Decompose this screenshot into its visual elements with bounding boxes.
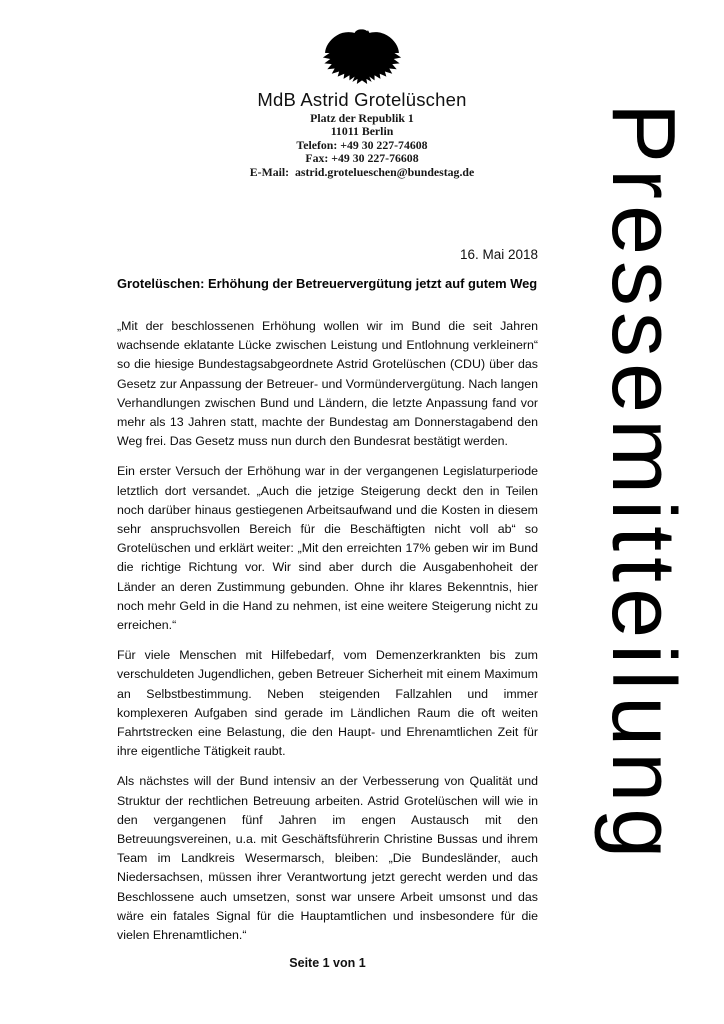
phone-line: Telefon: +49 30 227-74608 xyxy=(296,137,428,152)
body-paragraph-1: „Mit der beschlossenen Erhöhung wollen wir im Bund die seit Jahren wachsende eklatante Lücke zwischen Leistung und Entlohnung verkleinern“ so die hiesige Bundestagsabgeordnete Astrid Grotelüschen (CDU) über das Gesetz zur Anpassung der Betreuer- und Vormündervergütung. Nach langen Verhandlungen zwischen Bund und Ländern, die letzte Anpassung fand vor mehr als 13 Jahren statt, machte der Bundestag am Donnerstagabend den Weg frei. Das Gesetz muss nun durch den Bundesrat bestätigt werden. xyxy=(117,319,538,449)
body-paragraph-4: Als nächstes will der Bund intensiv an der Verbesserung von Qualität und Struktur der rechtlichen Betreuung arbeiten. Astrid Grotelüschen will wie in den vergangenen fünf Jahren im engen Austausch mit den Betreuungsvereinen, u.a. mit Geschäftsführerin Christine Bussas und ihrem Team im Landkreis Wesermarsch, bleiben: „Die Bundesländer, auch Niedersachsen, müssen ihrer Verantwortung jetzt gerecht werden und das Beschlossene auch umsetzen, sonst war unsere Arbeit umsonst und das wäre ein fatales Signal für die Hauptamtlichen und insbesondere für die vielen Ehrenamtlichen.“ xyxy=(117,774,538,943)
address-street: Platz der Republik 1 xyxy=(310,111,414,125)
body-paragraph-3: Für viele Menschen mit Hilfebedarf, vom Demenzerkrankten bis zum verschuldeten Jugendlichen, geben Betreuer Sicherheit mit einem Maximum an Selbstbestimmung. Neben steigenden Fallzahlen und immer komplexeren Aufgaben sind gerade im Ländlichen Raum die oft weiten Fahrtstrecken eine Belastung, die den Haupt- und Ehrenamtlichen Zeit für ihre eigentliche Tätigkeit raubt. xyxy=(117,648,538,759)
headline: Grotelüschen: Erhöhung der Betreuervergütung jetzt auf gutem Weg xyxy=(117,276,538,291)
fax-line: Fax: +49 30 227-76608 xyxy=(305,151,419,166)
bundesadler-eagle-icon xyxy=(317,25,407,87)
date: 16. Mai 2018 xyxy=(459,247,538,262)
address-city: 11011 Berlin xyxy=(330,124,394,139)
body-paragraph-2: Ein erster Versuch der Erhöhung war in der vergangenen Legislaturperiode letztlich dort versandet. „Auch die jetzige Steigerung deckt den in Teilen noch darüber hinaus gestiegenen Arbeitsaufwand und die Kosten in diesem sehr anspruchsvollen Bereich für die Beschäftigten nicht voll ab“ so Grotelüschen und erklärt weiter: „Mit den erreichten 17% geben wir im Bund die richtige Richtung vor. Wir sind aber durch die Ausgabenhoheit der Länder an deren Zustimmung gebunden. Ohne ihr klares Bekenntnis, hier noch mehr Geld in die Hand zu nehmen, ist eine weitere Steigerung nicht zu erreichen.“ xyxy=(117,464,538,633)
sender-name: MdB Astrid Grotelüschen xyxy=(257,89,467,110)
email-line: E-Mail: astrid.grotelueschen@bundestag.de xyxy=(249,164,475,179)
document-body xyxy=(117,247,538,970)
vertical-pressemitteilung-label: Pressemitteilung xyxy=(593,103,693,865)
page-footer: Seite 1 von 1 xyxy=(289,956,366,971)
